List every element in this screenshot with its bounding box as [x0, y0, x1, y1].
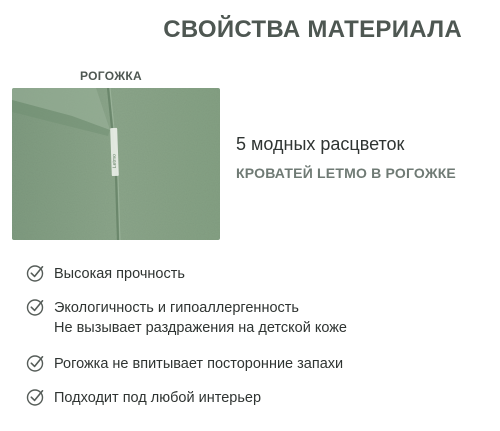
check-circle-icon [26, 263, 46, 283]
check-circle-icon [26, 387, 46, 407]
feature-item [26, 354, 486, 374]
colors-heading: 5 модных расцветок [236, 134, 405, 154]
feature-item [26, 388, 486, 408]
feature-line: Рогожка не впитывает посторонние запахи [54, 356, 344, 372]
feature-text [54, 388, 261, 408]
feature-list [26, 264, 486, 408]
colors-subheading: КРОВАТЕЙ LETMO В РОГОЖКЕ [236, 165, 456, 181]
feature-item [26, 264, 486, 284]
feature-line: Высокая прочность [54, 266, 185, 282]
feature-text [54, 264, 185, 284]
feature-text [54, 298, 347, 338]
fabric-tag-text: Letmo [111, 154, 118, 169]
fabric-label: РОГОЖКА [80, 69, 142, 83]
check-circle-icon [26, 353, 46, 373]
feature-line: Подходит под любой интерьер [54, 390, 262, 406]
fabric-swatch-image [12, 88, 220, 240]
feature-text [54, 354, 343, 374]
feature-line: Не вызывает раздражения на детской коже [54, 320, 347, 336]
feature-item [26, 298, 486, 338]
check-circle-icon [26, 297, 46, 317]
page-title: СВОЙСТВА МАТЕРИАЛА [163, 16, 462, 43]
feature-line: Экологичность и гипоаллергенность [54, 300, 299, 316]
